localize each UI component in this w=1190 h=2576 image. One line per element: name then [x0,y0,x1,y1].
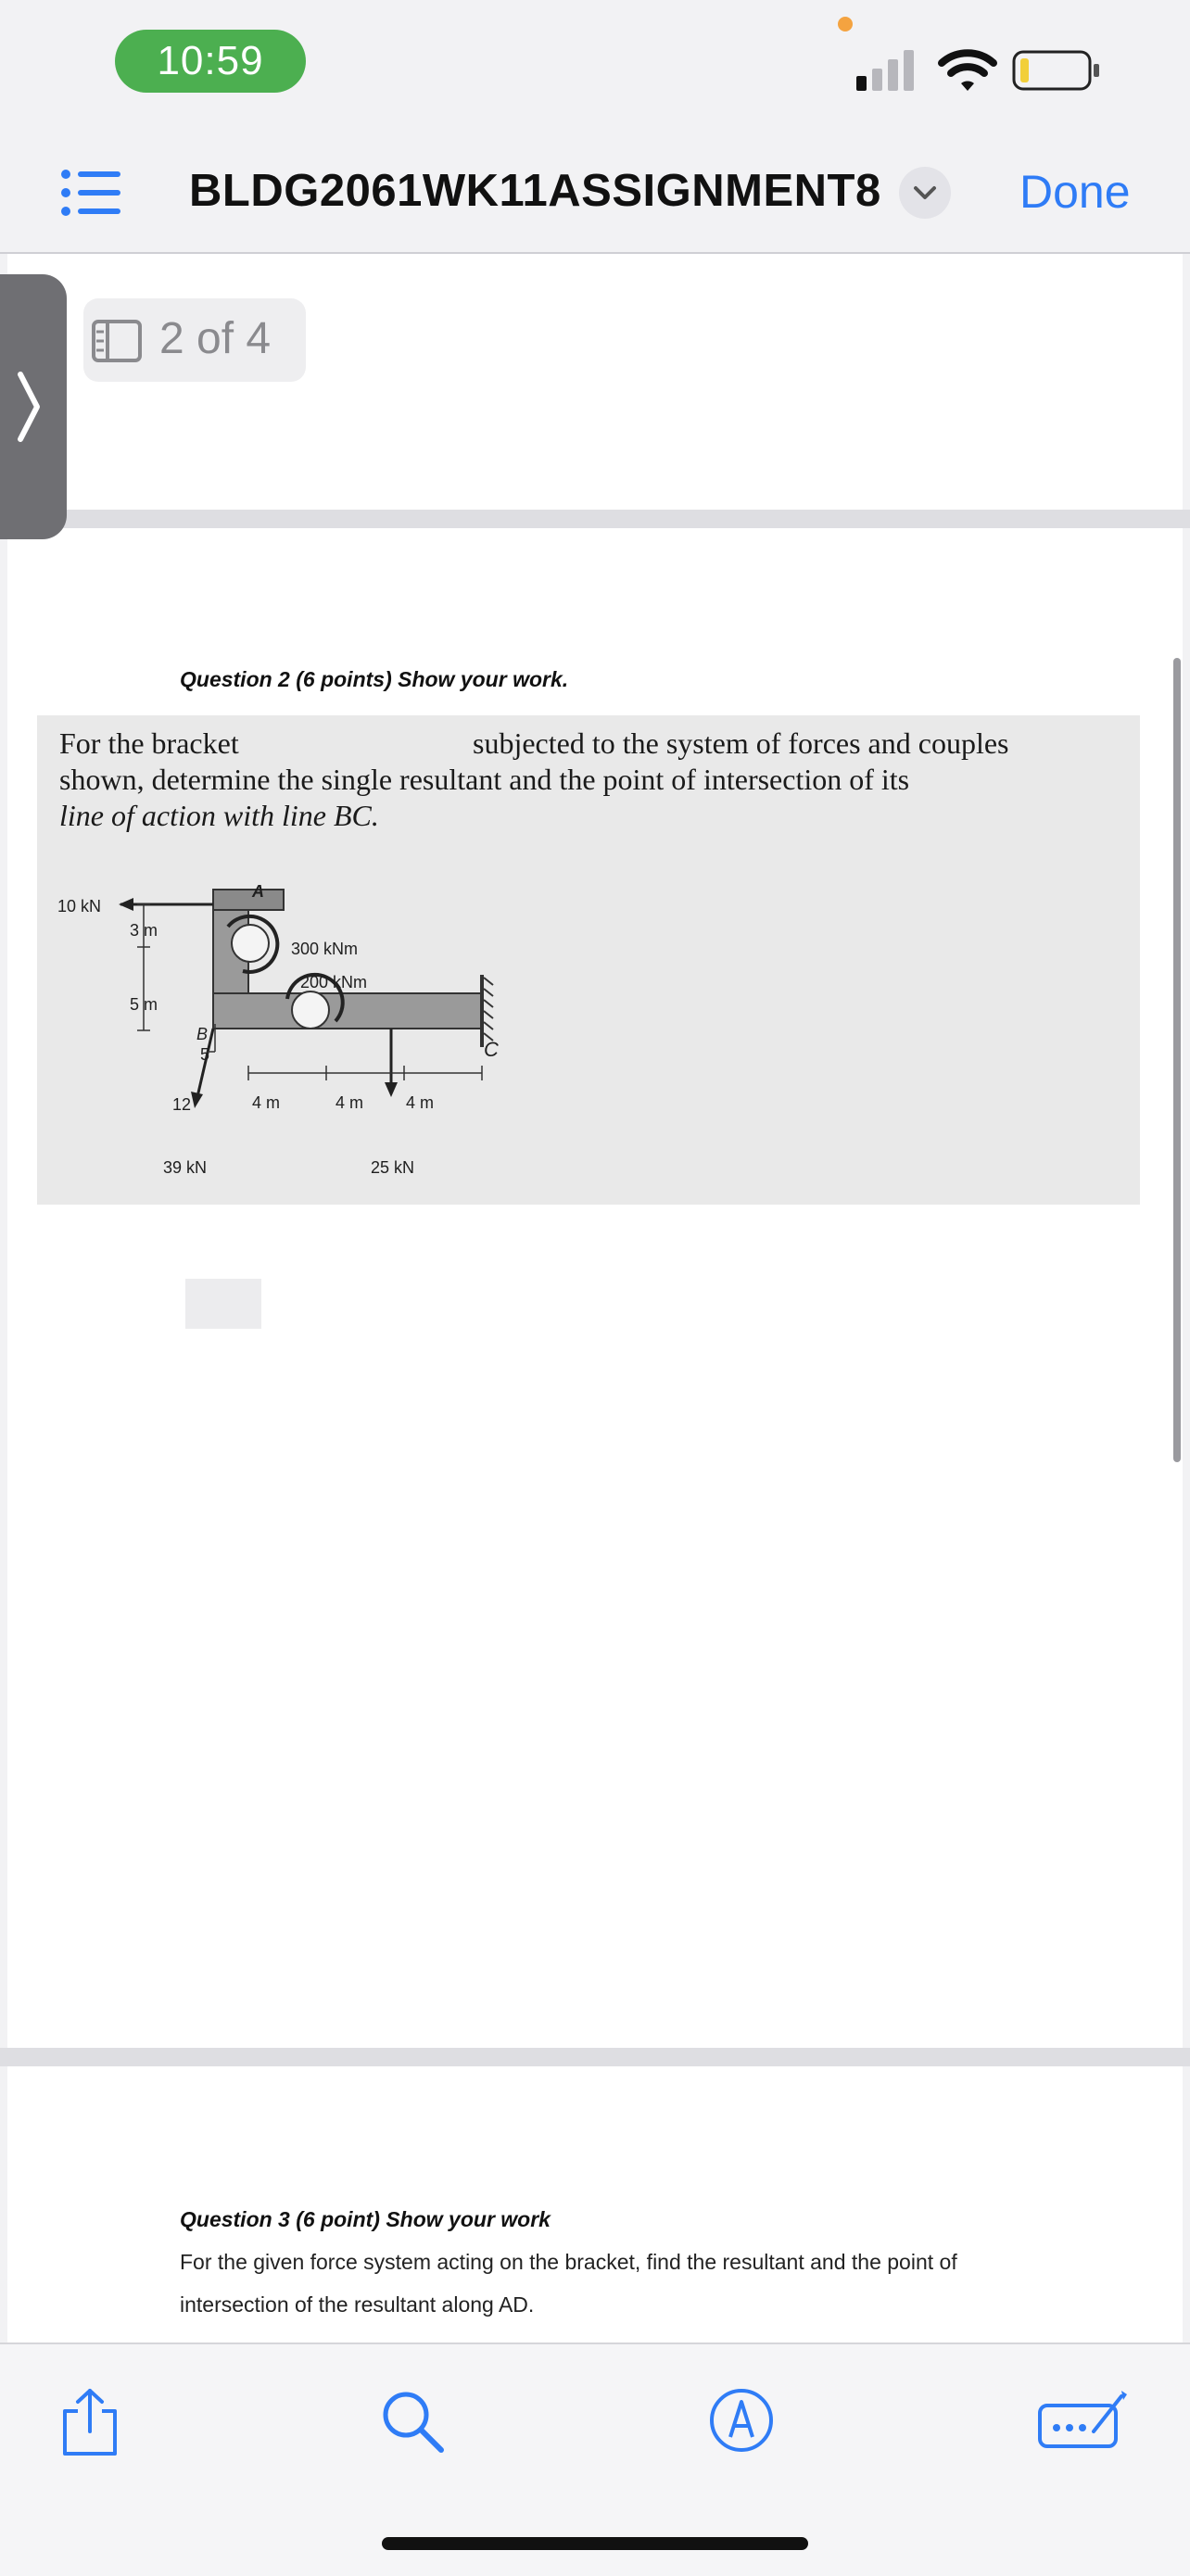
sidebar-toggle-tab[interactable] [0,274,67,539]
label-dim-4m-2: 4 m [335,1093,364,1112]
label-dim-4m-3: 4 m [406,1093,435,1112]
keyboard-edit-icon[interactable] [1036,2387,1131,2452]
wifi-icon [938,44,997,93]
placeholder-box [185,1279,261,1329]
label-10kn: 10 kN [57,897,102,915]
time-label: 10:59 [157,38,264,83]
bracket-diagram [37,862,556,1177]
search-icon[interactable] [380,2389,447,2456]
label-slope-12: 12 [172,1095,192,1114]
page-indicator-label: 2 of 4 [159,314,272,363]
home-indicator[interactable] [382,2537,808,2550]
label-39kn: 39 kN [163,1158,208,1177]
page-gap [0,510,1190,528]
question-3-text-line2: intersection of the resultant along AD. [180,2292,535,2317]
label-point-c: C [484,1038,499,1061]
problem-text-line1b: subjected to the system of forces and couples [473,726,1009,760]
label-point-b: B [196,1025,209,1043]
share-icon[interactable] [57,2387,122,2457]
chevron-right-icon [0,274,67,539]
thumbnail-icon [91,319,145,363]
problem-text-line2: shown, determine the single resultant and the point of intersection of its [59,763,910,796]
list-icon[interactable] [59,167,124,219]
label-slope-5: 5 [200,1045,210,1064]
label-couple-200: 200 kNm [300,973,368,991]
label-25kn: 25 kN [371,1158,415,1177]
label-couple-300: 300 kNm [291,940,359,958]
problem-text-line1a: For the bracket [59,726,239,760]
label-dim-5m: 5 m [130,995,158,1014]
question-3-text-line1: For the given force system acting on the bracket, find the resultant and the point of [180,2250,957,2274]
question-3-heading: Question 3 (6 point) Show your work [180,2207,551,2231]
document-title[interactable]: BLDG2061WK11ASSIGNMENT8 [189,166,881,216]
scrollbar[interactable] [1173,658,1181,1462]
markup-icon[interactable] [708,2387,775,2454]
problem-text-line3: line of action with line BC. [59,799,379,832]
status-time [115,30,306,93]
signal-icon [853,44,927,93]
battery-icon [1012,48,1105,95]
page-gap [0,2048,1190,2066]
label-point-a: A [252,882,264,901]
question-2-heading: Question 2 (6 points) Show your work. [180,667,569,691]
privacy-indicator-dot [838,17,853,32]
label-dim-3m: 3 m [130,921,158,940]
page-1 [7,254,1183,510]
done-button[interactable]: Done [1019,166,1131,218]
title-menu-button[interactable] [899,167,951,219]
label-dim-4m-1: 4 m [252,1093,281,1112]
chevron-down-icon [899,167,951,219]
